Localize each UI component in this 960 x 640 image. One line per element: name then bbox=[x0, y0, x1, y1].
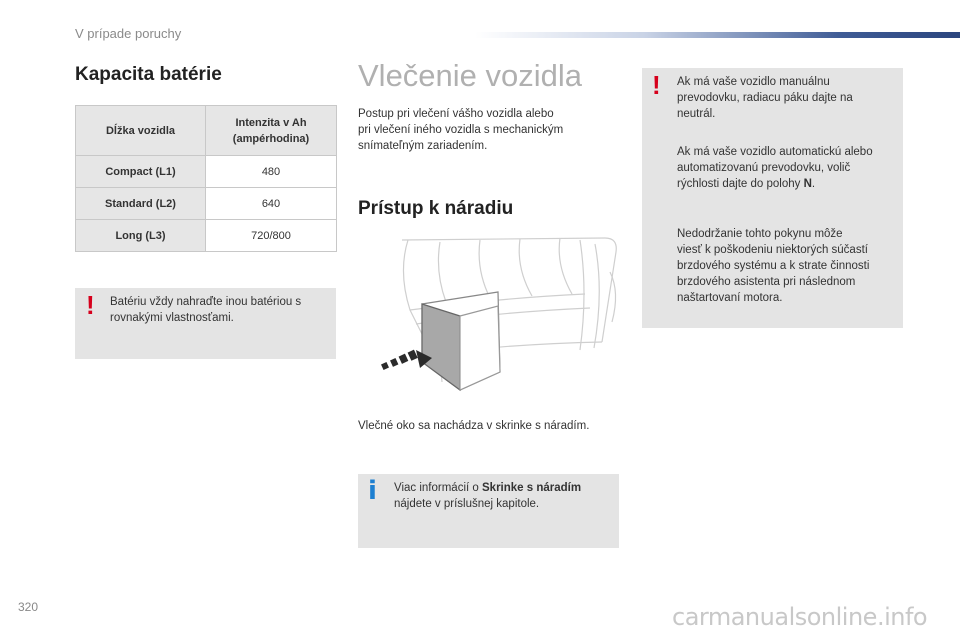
row-label: Compact (L1) bbox=[76, 156, 206, 188]
row-value: 720/800 bbox=[206, 220, 337, 252]
warn-line: prevodovku, radiacu páku dajte na bbox=[677, 92, 853, 104]
warn-line: Nedodržanie tohto pokynu môže bbox=[677, 228, 843, 240]
info-prefix: Viac informácií o bbox=[394, 482, 482, 494]
warn-line: Ak má vaše vozidlo automatickú alebo bbox=[677, 146, 873, 158]
toolbox-caption: Vlečné oko sa nachádza v skrinke s náradím. bbox=[358, 420, 590, 432]
note-line: Batériu vždy nahraďte inou batériou s bbox=[110, 296, 302, 308]
battery-table bbox=[75, 105, 337, 252]
note-line: rovnakými vlastnosťami. bbox=[110, 312, 234, 324]
row-value: 480 bbox=[206, 156, 337, 188]
row-label: Standard (L2) bbox=[76, 188, 206, 220]
section-header: V prípade poruchy bbox=[75, 26, 182, 41]
info-note-text bbox=[394, 480, 581, 512]
header-bar bbox=[475, 32, 960, 38]
warn-line-end: . bbox=[811, 178, 816, 190]
col-header-capacity bbox=[206, 106, 337, 156]
info-line2: nájdete v príslušnej kapitole. bbox=[394, 498, 540, 510]
warn-line: viesť k poškodeniu niektorých súčastí bbox=[677, 244, 868, 256]
table-row bbox=[76, 220, 337, 252]
warning-icon: ! bbox=[86, 290, 95, 320]
warn-line: automatizovanú prevodovku, volič bbox=[677, 162, 851, 174]
tools-title: Prístup k náradiu bbox=[358, 198, 514, 219]
towing-intro bbox=[358, 106, 608, 154]
col-header-capacity-line2: (ampérhodina) bbox=[232, 132, 310, 145]
table-row bbox=[76, 188, 337, 220]
warn-line: brzdového asistenta pri následnom bbox=[677, 276, 856, 288]
towing-title: Vlečenie vozidla bbox=[358, 58, 583, 93]
watermark: carmanualsonline.info bbox=[672, 603, 928, 631]
warn-line: neutrál. bbox=[677, 108, 716, 120]
intro-line: snímateľným zariadením. bbox=[358, 140, 488, 152]
seat-toolbox-illustration bbox=[380, 232, 625, 397]
warning-icon: ! bbox=[652, 70, 661, 100]
battery-note-text bbox=[110, 294, 301, 326]
row-value: 640 bbox=[206, 188, 337, 220]
intro-line: Postup pri vlečení vášho vozidla alebo bbox=[358, 108, 554, 120]
table-row bbox=[76, 156, 337, 188]
battery-title: Kapacita batérie bbox=[75, 64, 222, 85]
warn-line: brzdového systému a k strate činnosti bbox=[677, 260, 870, 272]
warning-paragraph-2 bbox=[677, 144, 873, 192]
page-number: 320 bbox=[18, 600, 39, 614]
gear-position: N bbox=[803, 178, 812, 190]
row-label: Long (L3) bbox=[76, 220, 206, 252]
intro-line: pri vlečení iného vozidla s mechanickým bbox=[358, 124, 564, 136]
info-icon: i bbox=[368, 476, 377, 506]
warn-line: Ak má vaše vozidlo manuálnu bbox=[677, 76, 830, 88]
warn-line: naštartovaní motora. bbox=[677, 292, 783, 304]
col-header-length: Dĺžka vozidla bbox=[76, 106, 206, 156]
info-link-text: Skrinke s náradím bbox=[482, 482, 582, 494]
warning-paragraph-1 bbox=[677, 74, 853, 122]
col-header-capacity-line1: Intenzita v Ah bbox=[235, 116, 307, 129]
warn-line: rýchlosti dajte do polohy bbox=[677, 178, 804, 190]
warning-paragraph-3 bbox=[677, 226, 869, 306]
